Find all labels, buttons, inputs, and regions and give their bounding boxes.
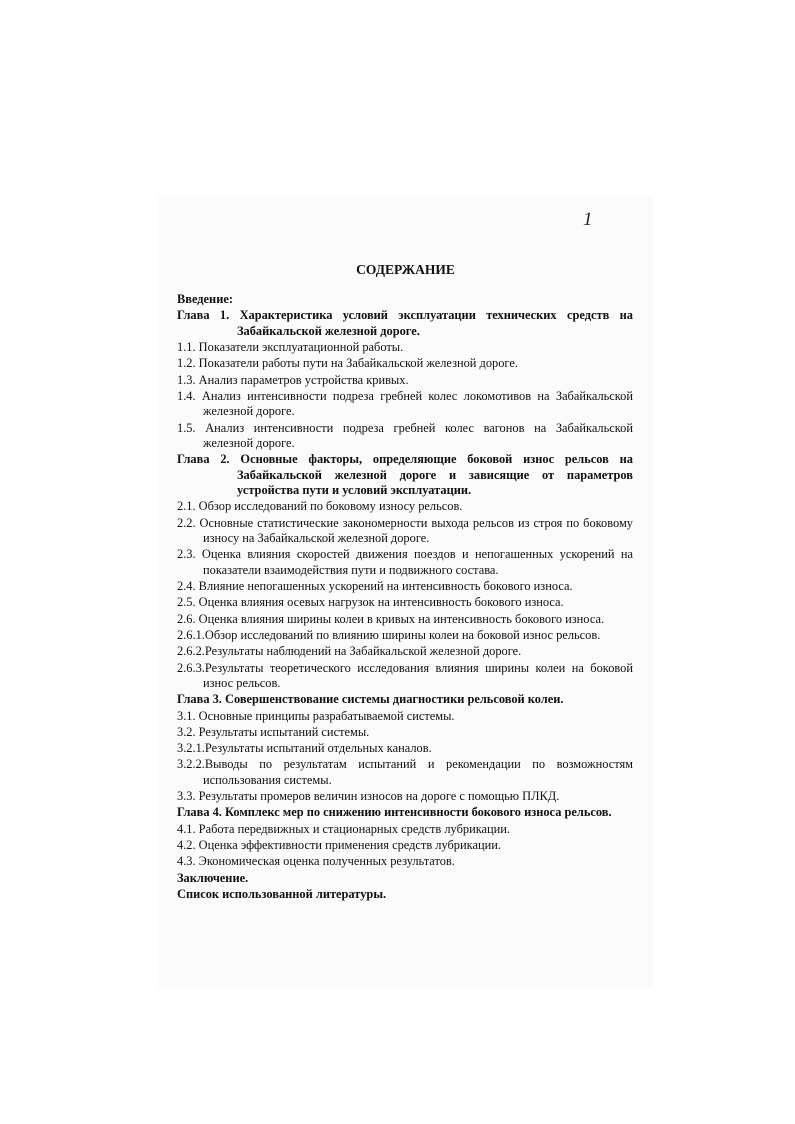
- toc-entry: 1.2. Показатели работы пути на Забайкальской железной дороге.: [177, 356, 518, 371]
- toc-entry: Введение:: [177, 292, 233, 306]
- toc-entry: Заключение.: [177, 870, 249, 885]
- toc-entry: 1.4. Анализ интенсивности подреза гребней колес локомотивов на Забайкальской железной дороге.: [177, 388, 633, 419]
- toc-entry: 1.1. Показатели эксплуатационной работы.: [177, 340, 404, 354]
- page-number: 1: [583, 209, 593, 230]
- toc-entry: 2.4. Влияние непогашенных ускорений на интенсивность бокового износа.: [177, 579, 573, 594]
- toc-entry: 2.6.1.Обзор исследований по влиянию ширины колеи на боковой износ рельсов.: [177, 628, 601, 642]
- table-of-contents: [177, 292, 633, 903]
- toc-entry: 3.2.2.Выводы по результатам испытаний и рекомендации по возможностям использования системы.: [177, 757, 633, 787]
- toc-entry: 2.3. Оценка влияния скоростей движения поездов и непогашенных ускорений на показатели взаимодействия пути и подвижного состава.: [177, 547, 633, 577]
- toc-entry: 2.6.3.Результаты теоретического исследования влияния ширины колеи на боковой износ рельсов.: [177, 660, 633, 690]
- toc-entry: 3.1. Основные принципы разрабатываемой системы.: [177, 708, 455, 723]
- toc-entry: Глава 1. Характеристика условий эксплуатации технических средств на Забайкальской железной дороге.: [177, 308, 633, 338]
- toc-entry: Глава 2. Основные факторы, определяющие боковой износ рельсов на Забайкальской железной дороге и зависящие от параметров устройства пути и условий эксплуатации.: [177, 452, 633, 498]
- page-title: СОДЕРЖАНИЕ: [356, 262, 455, 277]
- toc-entry: 1.3. Анализ параметров устройства кривых.: [177, 372, 409, 387]
- toc-entry: 3.3. Результаты промеров величин износов на дороге с помощью ПЛКД.: [177, 789, 560, 804]
- toc-entry: 1.5. Анализ интенсивности подреза гребней колес вагонов на Забайкальской железной дороге.: [177, 420, 633, 450]
- toc-entry: 2.5. Оценка влияния осевых нагрузок на интенсивность бокового износа.: [177, 595, 564, 610]
- toc-entry: 2.1. Обзор исследований по боковому износу рельсов.: [177, 499, 463, 514]
- toc-entry: Глава 4. Комплекс мер по снижению интенсивности бокового износа рельсов.: [177, 805, 612, 820]
- toc-entry: 4.2. Оценка эффективности применения средств лубрикации.: [177, 838, 501, 853]
- toc-entry: 4.3. Экономическая оценка полученных результатов.: [177, 854, 455, 869]
- toc-entry: 3.2. Результаты испытаний системы.: [177, 724, 370, 739]
- toc-entry: 2.2. Основные статистические закономерности выхода рельсов из строя по боковому износу на Забайкальской железной дороге.: [177, 515, 633, 546]
- toc-entry: 2.6. Оценка влияния ширины колеи в кривых на интенсивность бокового износа.: [177, 611, 605, 626]
- toc-entry: 4.1. Работа передвижных и стационарных средств лубрикации.: [177, 821, 511, 836]
- toc-entry: Список использованной литературы.: [177, 886, 387, 901]
- toc-entry: 2.6.2.Результаты наблюдений на Забайкальской железной дороге.: [177, 644, 522, 659]
- toc-entry: 3.2.1.Результаты испытаний отдельных каналов.: [177, 741, 432, 756]
- toc-entry: Глава 3. Совершенствование системы диагностики рельсовой колеи.: [177, 692, 564, 707]
